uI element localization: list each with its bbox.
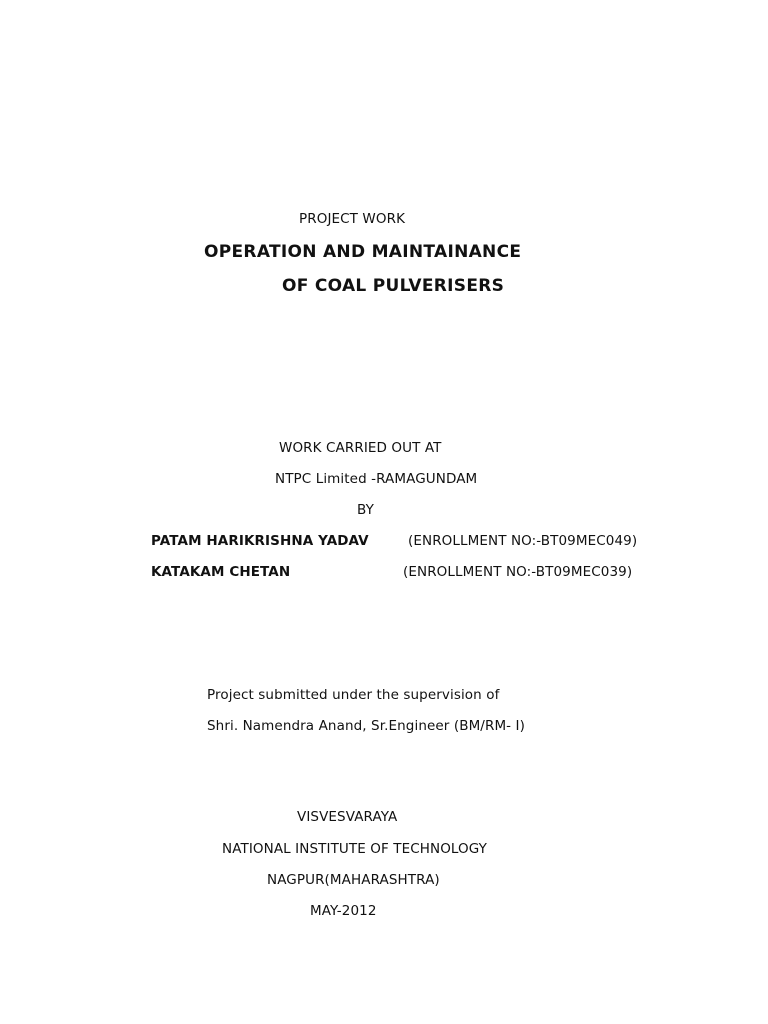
work-location: NTPC Limited -RAMAGUNDAM [275, 471, 478, 487]
institute-line-1: VISVESVARAYA [297, 809, 398, 825]
submission-date: MAY-2012 [310, 903, 377, 919]
project-work-label: PROJECT WORK [299, 211, 406, 227]
supervision-line-2: Shri. Namendra Anand, Sr.Engineer (BM/RM- I) [207, 718, 525, 734]
student-enrollment-2: (ENROLLMENT NO:-BT09MEC039) [403, 564, 633, 580]
student-name-1: PATAM HARIKRISHNA YADAV [151, 533, 369, 549]
supervision-line-1: Project submitted under the supervision of [207, 687, 500, 703]
work-carried-out-label: WORK CARRIED OUT AT [279, 440, 442, 456]
institute-line-2: NATIONAL INSTITUTE OF TECHNOLOGY [222, 841, 488, 857]
title-line-1: OPERATION AND MAINTAINANCE [204, 242, 522, 262]
title-line-2: OF COAL PULVERISERS [282, 276, 505, 296]
institute-line-3: NAGPUR(MAHARASHTRA) [267, 872, 440, 888]
student-enrollment-1: (ENROLLMENT NO:-BT09MEC049) [408, 533, 638, 549]
student-name-2: KATAKAM CHETAN [151, 564, 291, 580]
by-label: BY [357, 502, 374, 518]
